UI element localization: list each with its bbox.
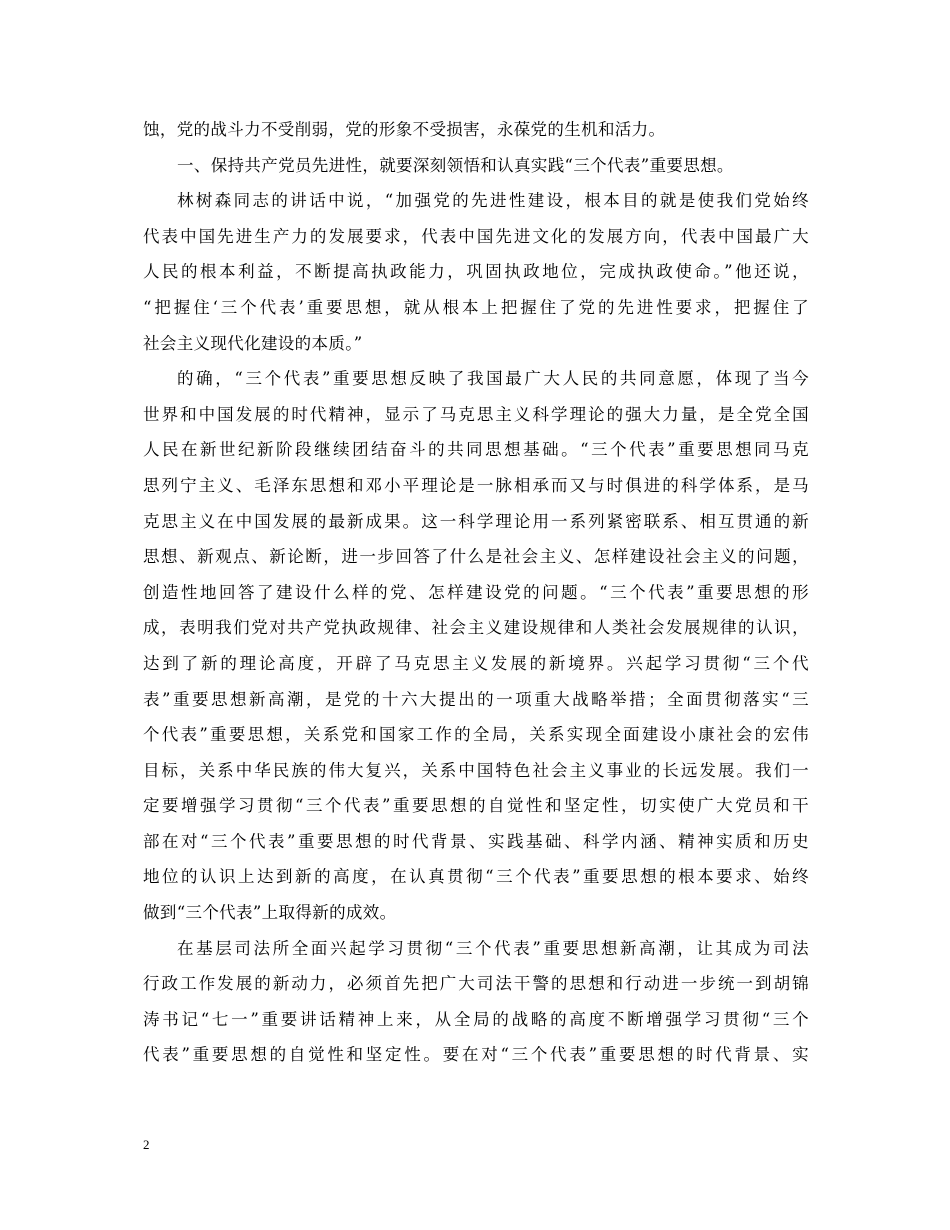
text-line: 蚀，党的战斗力不受削弱，党的形象不受损害，永葆党的生机和活力。: [143, 120, 666, 139]
text-line: 代表”重要思想的自觉性和坚定性。要在对“三个代表”重要思想的时代背景、实: [143, 1045, 809, 1065]
text-line: 涛书记“七一”重要讲话精神上来，从全局的战略的高度不断增强学习贯彻“三个: [143, 1009, 809, 1029]
text-line: 人民的根本利益，不断提高执政能力，巩固执政地位，完成执政使命。”他还说，: [143, 262, 809, 282]
text-line: 克思主义在中国发展的最新成果。这一科学理论用一系列紧密联系、相互贯通的新: [143, 511, 809, 531]
text-line: “把握住‘三个代表’重要思想，就从根本上把握住了党的先进性要求，把握住了: [143, 297, 809, 317]
text-line: 思想、新观点、新论断，进一步回答了什么是社会主义、怎样建设社会主义的问题，: [143, 547, 809, 567]
text-line: 定要增强学习贯彻“三个代表”重要思想的自觉性和坚定性，切实使广大党员和干: [143, 796, 809, 816]
text-line: 行政工作发展的新动力，必须首先把广大司法干警的思想和行动进一步统一到胡锦: [143, 974, 809, 994]
text-line: 社会主义现代化建设的本质。”: [143, 333, 363, 353]
text-line: 目标，关系中华民族的伟大复兴，关系中国特色社会主义事业的长远发展。我们一: [143, 760, 809, 780]
text-line: 代表中国先进生产力的发展要求，代表中国先进文化的发展方向，代表中国最广大: [143, 226, 809, 246]
text-line: 做到“三个代表”上取得新的成效。: [143, 903, 397, 923]
text-line: 部在对“三个代表”重要思想的时代背景、实践基础、科学内涵、精神实质和历史: [143, 831, 809, 851]
text-line: 地位的认识上达到新的高度，在认真贯彻“三个代表”重要思想的根本要求、始终: [143, 867, 809, 887]
text-line: 思列宁主义、毛泽东思想和邓小平理论是一脉相承而又与时俱进的科学体系，是马: [143, 475, 809, 495]
text-line: 人民在新世纪新阶段继续团结奋斗的共同思想基础。“三个代表”重要思想同马克: [143, 440, 809, 460]
text-line: 在基层司法所全面兴起学习贯彻“三个代表”重要思想新高潮，让其成为司法: [177, 938, 809, 958]
text-line: 林树森同志的讲话中说，“加强党的先进性建设，根本目的就是使我们党始终: [177, 191, 809, 211]
text-line: 一、保持共产党员先进性，就要深刻领悟和认真实践“三个代表”重要思想。: [177, 155, 734, 175]
body-text: [143, 112, 809, 1073]
page-number: 2: [143, 1137, 150, 1152]
text-line: 达到了新的理论高度，开辟了马克思主义发展的新境界。兴起学习贯彻“三个代: [143, 653, 809, 673]
text-line: 世界和中国发展的时代精神，显示了马克思主义科学理论的强大力量，是全党全国: [143, 404, 809, 424]
text-line: 个代表”重要思想，关系党和国家工作的全局，关系实现全面建设小康社会的宏伟: [143, 725, 809, 745]
text-line: 表”重要思想新高潮，是党的十六大提出的一项重大战略举措；全面贯彻落实“三: [143, 689, 809, 709]
text-line: 创造性地回答了建设什么样的党、怎样建设党的问题。“三个代表”重要思想的形: [143, 582, 809, 602]
text-line: 成，表明我们党对共产党执政规律、社会主义建设规律和人类社会发展规律的认识，: [143, 618, 809, 638]
text-line: 的确，“三个代表”重要思想反映了我国最广大人民的共同意愿，体现了当今: [177, 369, 809, 389]
